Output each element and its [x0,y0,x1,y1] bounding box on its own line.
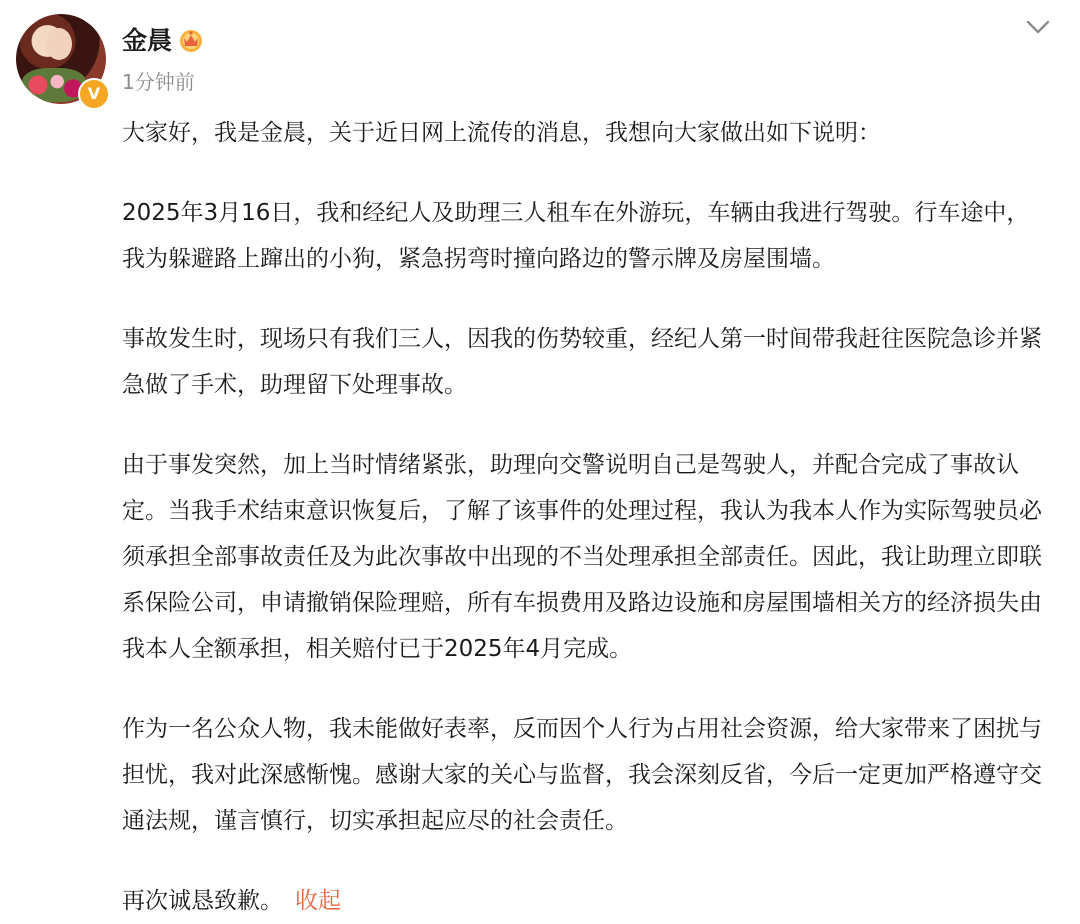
chevron-down-icon[interactable] [1024,16,1052,38]
post-content [122,110,1042,924]
post-paragraph: 作为一名公众人物，我未能做好表率，反而因个人行为占用社会资源，给大家带来了困扰与担忧，我对此深感惭愧。感谢大家的关心与监督，我会深刻反省，今后一定更加严格遵守交通法规，谨言慎行，切实承担起应尽的社会责任。 [122,716,1042,834]
collapse-link[interactable]: 收起 [295,888,341,914]
post-closing-line [122,878,1042,924]
username[interactable]: 金晨 [122,26,173,55]
post-timestamp: 1分钟前 [122,70,195,94]
post-paragraph: 由于事发突然，加上当时情绪紧张，助理向交警说明自己是驾驶人，并配合完成了事故认定。当我手术结束意识恢复后，了解了该事件的处理过程，我认为我本人作为实际驾驶员必须承担全部事故责任及为此次事故中出现的不当处理承担全部责任。因此，我让助理立即联系保险公司，申请撤销保险理赔，所有车损费用及路边设施和房屋围墙相关方的经济损失由我本人全额承担，相关赔付已于2025年4月完成。 [122,452,1042,662]
avatar-flowers [22,68,86,102]
post-paragraph: 2025年3月16日，我和经纪人及助理三人租车在外游玩，车辆由我进行驾驶。行车途中，我为躲避路上蹿出的小狗，紧急拐弯时撞向路边的警示牌及房屋围墙。 [122,200,1030,272]
closing-text: 再次诚恳致歉。 [122,888,283,914]
crown-vip-icon[interactable] [178,27,204,53]
verified-v-icon: V [78,78,110,110]
post-paragraph: 事故发生时，现场只有我们三人，因我的伤势较重，经纪人第一时间带我赶往医院急诊并紧急做了手术，助理留下处理事故。 [122,326,1042,398]
post-paragraph: 大家好，我是金晨，关于近日网上流传的消息，我想向大家做出如下说明： [122,120,881,146]
avatar-face [46,28,72,60]
